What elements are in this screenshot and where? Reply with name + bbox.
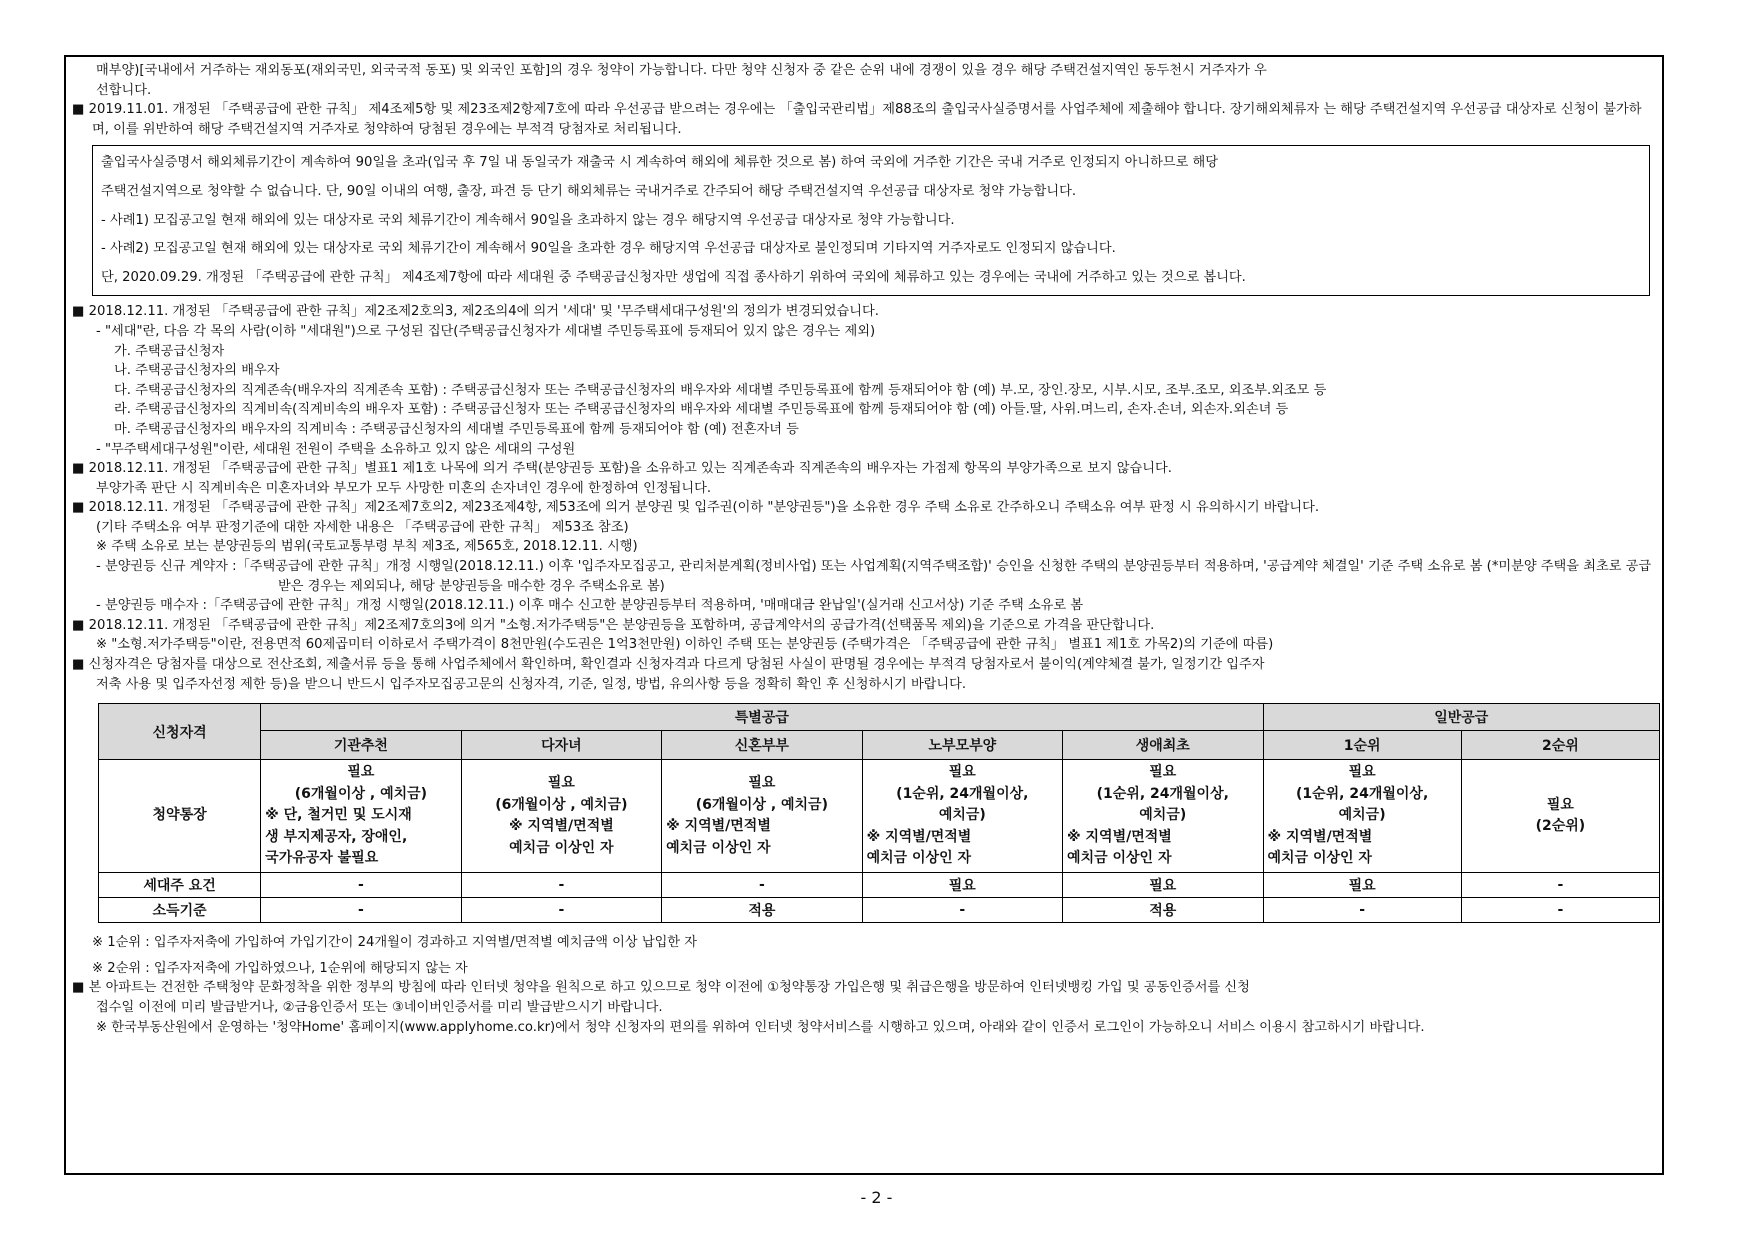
- cell-line: 필요: [347, 764, 375, 781]
- row-label: 청약통장: [99, 760, 261, 873]
- cell-line: ※ 지역별/면적별: [509, 818, 614, 835]
- dependents-line: 부양가족 판단 시 직계비속은 미혼자녀와 부모가 모두 사망한 미혼의 손자녀인 경우에 한정하여 인정됩니다.: [96, 480, 712, 496]
- cell-line: ※ 지역별/면적별: [1067, 828, 1172, 845]
- household-item: 가. 주택공급신청자: [114, 343, 225, 359]
- cell-head: -: [662, 873, 862, 898]
- household-item: 마. 주택공급신청자의 배우자의 직계비속 : 주택공급신청자의 세대별 주민등록표에 함께 등재되어야 함 (예) 전혼자녀 등: [114, 421, 799, 437]
- cell-line: (6개월이상 , 예치금): [695, 796, 828, 813]
- cell-line: 예치금 이상인 자: [1267, 850, 1372, 867]
- cell-head: 필요: [862, 873, 1062, 898]
- verify-section: [72, 655, 1654, 694]
- row-label: 세대주 요건: [99, 873, 261, 898]
- applyhome-note: ※ 한국부동산원에서 운영하는 '청약Home' 홈페이지(www.applyhome.co.kr)에서 청약 신청자의 편의를 위하여 인터넷 청약서비스를 시행하고 있으며, 아래와 같이 인증서 로그인이 가능하오니 서비스 이용시 참고하시기 바랍니다.: [96, 1019, 1425, 1035]
- cell-line: (1순위, 24개월이상,: [896, 785, 1029, 802]
- row-label: 소득기준: [99, 898, 261, 923]
- notes-section: [92, 933, 1654, 978]
- household-item: 다. 주택공급신청자의 직계존속(배우자의 직계존속 포함) : 주택공급신청자 또는 주택공급신청자의 배우자와 세대별 주민등록표에 함께 등재되어야 함 (예) 부.모, 장인.장모, 시부.시모, 조부.조모, 외조부.외조모 등: [114, 382, 1327, 398]
- page-frame: [64, 55, 1664, 1175]
- dependents-section: [72, 459, 1654, 498]
- cell-head: 필요: [1263, 873, 1461, 898]
- notice-2019: [72, 100, 1654, 139]
- cell-line: 생 부지제공자, 장애인,: [265, 828, 408, 845]
- rights-line: ■ 2018.12.11. 개정된 「주택공급에 관한 규칙」제2조제7호의2, 제23조제4항, 제53조에 의거 분양권 및 입주권(이하 "분양권등")을 소유한 경우 주택 소유로 간주하오니 주택소유 여부 판정 시 유의하시기 바랍니다.: [72, 500, 1320, 516]
- small-house-section: [72, 616, 1654, 655]
- intro-line: 매부양)[국내에서 거주하는 재외동포(재외국민, 외국국적 동포) 및 외국인 포함]의 경우 청약이 가능합니다. 다만 청약 신청자 중 같은 순위 내에 경쟁이 있을 경우 해당 주택건설지역인 동두천시 거주자가 우: [96, 63, 1267, 78]
- household-title: ■ 2018.12.11. 개정된 「주택공급에 관한 규칙」제2조제2호의3, 제2조의4에 의거 '세대' 및 '무주택세대구성원'의 정의가 변경되었습니다.: [72, 304, 879, 320]
- cell-line: 필요: [547, 775, 575, 792]
- box-line: 출입국사실증명서 해외체류기간이 계속하여 90일을 초과(입국 후 7일 내 동일국가 재출국 시 계속하여 해외에 체류한 것으로 봄) 하여 국외에 거주한 기간은 국내 거주로 인정되지 아니하므로 해당: [101, 155, 1218, 171]
- cell-income: -: [1461, 898, 1659, 923]
- cell-line: (6개월이상 , 예치금): [495, 796, 628, 813]
- cell-income: 적용: [1063, 898, 1263, 923]
- cell-income: 적용: [662, 898, 862, 923]
- cell-line: 예치금 이상인 자: [509, 839, 614, 856]
- cell-line: 필요: [1546, 796, 1574, 813]
- cell-line: 예치금 이상인 자: [666, 839, 771, 856]
- qualification-table: [98, 703, 1660, 923]
- cell-head: -: [261, 873, 461, 898]
- cell-line: ※ 지역별/면적별: [1267, 828, 1373, 845]
- header-rank2: 2순위: [1461, 731, 1659, 760]
- overseas-stay-box: [92, 145, 1650, 296]
- household-item: 라. 주택공급신청자의 직계비속(직계비속의 배우자 포함) : 주택공급신청자 또는 주택공급신청자의 배우자와 세대별 주민등록표에 함께 등재되어야 함 (예) 아들.딸, 사위.며느리, 손자.손녀, 외손자.외손녀 등: [114, 402, 1289, 418]
- cell-income: -: [862, 898, 1062, 923]
- notice-2019-line: 는 해당 주택건설지역 우선공급 대상자로 신청이 불가하며, 이를 위반하여 해당 주택건설지역 거주자로 청약하여 당첨된 경우에는 부적격 당첨자로 처리됩니다.: [92, 102, 1642, 137]
- cell-line: ※ 단, 철거민 및 도시재: [265, 807, 412, 824]
- box-line: 단, 2020.09.29. 개정된 「주택공급에 관한 규칙」 제4조제7항에 따라 세대원 중 주택공급신청자만 생업에 직접 종사하기 위하여 국외에 체류하고 있는 경우에는 국내에 거주하고 있는 것으로 봅니다.: [101, 269, 1246, 285]
- cell-account: [1063, 760, 1263, 873]
- box-line: - 사례1) 모집공고일 현재 해외에 있는 대상자로 국외 체류기간이 계속해서 90일을 초과하지 않는 경우 해당지역 우선공급 대상자로 청약 가능합니다.: [101, 212, 955, 228]
- cell-income: -: [261, 898, 461, 923]
- table-row: [99, 760, 1660, 873]
- dependents-line: ■ 2018.12.11. 개정된 「주택공급에 관한 규칙」별표1 제1호 나목에 의거 주택(분양권등 포함)을 소유하고 있는 직계존속과 직계존속의 배우자는 가점제 항목의 부양가족으로 보지 않습니다.: [72, 461, 1172, 477]
- cell-line: 예치금 이상인 자: [866, 850, 971, 867]
- internet-line: 접수일 이전에 미리 발급받거나, ②금융인증서 또는 ③네이버인증서를 미리 발급받으시기 바랍니다.: [96, 1000, 663, 1015]
- household-section: [72, 302, 1654, 459]
- rights-line: - 분양권등 신규 계약자 :「주택공급에 관한 규칙」개정 시행일(2018.12.11.) 이후 '입주자모집공고, 관리처분계획(정비사업) 또는 사업계획(지역주택조합)' 승인을 신청한 주택의 분양권등부터 적용하며, '공급계약 체결일' 기준 주택 소유로 봄 (*미분양 주택을 최초로 공급받은 경우는 제외되나, 해당 분양권등을 매수한 경우 주택소유로 봄): [96, 559, 1652, 594]
- cell-account: [662, 760, 862, 873]
- header-general-supply: 일반공급: [1263, 704, 1659, 731]
- cell-head: -: [1461, 873, 1659, 898]
- box-line: - 사례2) 모집공고일 현재 해외에 있는 대상자로 국외 체류기간이 계속해서 90일을 초과한 경우 해당지역 우선공급 대상자로 불인정되며 기타지역 거주자로도 인정되지 않습니다.: [101, 241, 1116, 257]
- cell-line: ※ 지역별/면적별: [866, 828, 972, 845]
- cell-line: 예치금): [938, 807, 986, 824]
- header-institution: 기관추천: [261, 731, 461, 760]
- cell-account: [261, 760, 461, 873]
- header-multi-child: 다자녀: [461, 731, 661, 760]
- header-qualification: 신청자격: [99, 704, 261, 760]
- intro-line: 선합니다.: [96, 82, 152, 98]
- cell-account: [1263, 760, 1461, 873]
- cell-head: -: [461, 873, 661, 898]
- page-number: - 2 -: [860, 1188, 893, 1207]
- header-elderly-parent: 노부모부양: [862, 731, 1062, 760]
- cell-line: (1순위, 24개월이상,: [1295, 785, 1429, 802]
- cell-line: 예치금): [1139, 807, 1187, 824]
- rights-section: [72, 498, 1654, 616]
- box-line: 주택건설지역으로 청약할 수 없습니다. 단, 90일 이내의 여행, 출장, 파견 등 단기 해외체류는 국내거주로 간주되어 해당 주택건설지역 우선공급 대상자로 청약 가능합니다.: [101, 183, 1077, 199]
- cell-account: [1461, 760, 1659, 873]
- cell-line: (2순위): [1535, 818, 1586, 835]
- cell-account: [862, 760, 1062, 873]
- cell-income: -: [461, 898, 661, 923]
- cell-line: 필요: [1149, 764, 1177, 781]
- small-house-line: ■ 2018.12.11. 개정된 「주택공급에 관한 규칙」제2조제7호의3에 의거 "소형.저가주택등"은 분양권등을 포함하며, 공급계약서의 공급가격(선택품목 제외)을 기준으로 가격을 판단합니다.: [72, 617, 1155, 633]
- household-no-house: - "무주택세대구성원"이란, 세대원 전원이 주택을 소유하고 있지 않은 세대의 구성원: [96, 441, 576, 457]
- cell-line: 필요: [748, 775, 776, 792]
- cell-line: ※ 지역별/면적별: [666, 818, 771, 835]
- header-special-supply: 특별공급: [261, 704, 1263, 731]
- cell-line: 필요: [1348, 764, 1376, 781]
- header-newlywed: 신혼부부: [662, 731, 862, 760]
- internet-section: [72, 978, 1654, 1037]
- cell-account: [461, 760, 661, 873]
- rights-line: - 분양권등 매수자 :「주택공급에 관한 규칙」개정 시행일(2018.12.11.) 이후 매수 신고한 분양권등부터 적용하며, '매매대금 완납일'(실거래 신고서상) 기준 주택 소유로 봄: [96, 598, 1084, 614]
- cell-line: (1순위, 24개월이상,: [1096, 785, 1229, 802]
- rights-line: ※ 주택 소유로 보는 분양권등의 범위(국토교통부령 부칙 제3조, 제565호, 2018.12.11. 시행): [96, 539, 638, 555]
- internet-line: ■ 본 아파트는 건전한 주택청약 문화정착을 위한 정부의 방침에 따라 인터넷 청약을 원칙으로 하고 있으므로 청약 이전에 ①청약통장 가입은행 및 취급은행을 방문하여 인터넷뱅킹 가입 및 공동인증서를 신청: [72, 980, 1250, 996]
- cell-income: -: [1263, 898, 1461, 923]
- table-row: [99, 898, 1660, 923]
- household-def: - "세대"란, 다음 각 목의 사람(이하 "세대원")으로 구성된 집단(주택공급신청자가 세대별 주민등록표에 등재되어 있지 않은 경우는 제외): [96, 323, 876, 339]
- cell-line: 예치금): [1338, 807, 1386, 824]
- small-house-line: ※ "소형.저가주택등"이란, 전용면적 60제곱미터 이하로서 주택가격이 8천만원(수도권은 1억3천만원) 이하인 주택 또는 분양권등 (주택가격은 「주택공급에 관한 규칙」 별표1 제1호 가목2)의 기준에 따름): [96, 637, 1274, 653]
- verify-line: ■ 신청자격은 당첨자를 대상으로 전산조회, 제출서류 등을 통해 사업주체에서 확인하며, 확인결과 신청자격과 다르게 당첨된 사실이 판명될 경우에는 부적격 당첨자로서 불이익(계약체결 불가, 일정기간 입주자: [72, 657, 1265, 673]
- verify-line: 저축 사용 및 입주자선정 제한 등)을 받으니 반드시 입주자모집공고문의 신청자격, 기준, 일정, 방법, 유의사항 등을 정확히 확인 후 신청하시기 바랍니다.: [96, 676, 967, 692]
- cell-line: 국가유공자 불필요: [265, 850, 379, 867]
- header-first-time: 생애최초: [1063, 731, 1263, 760]
- household-item: 나. 주택공급신청자의 배우자: [114, 363, 280, 379]
- note-rank1: ※ 1순위 : 입주자저축에 가입하여 가입기간이 24개월이 경과하고 지역별/면적별 예치금액 이상 납입한 자: [92, 935, 697, 951]
- cell-line: (6개월이상 , 예치금): [294, 785, 428, 802]
- table-row: [99, 873, 1660, 898]
- cell-line: 필요: [948, 764, 976, 781]
- header-rank1: 1순위: [1263, 731, 1461, 760]
- cell-head: 필요: [1063, 873, 1263, 898]
- rights-line: (기타 주택소유 여부 판정기준에 대한 자세한 내용은 「주택공급에 관한 규칙」 제53조 참조): [96, 519, 629, 535]
- cell-line: 예치금 이상인 자: [1067, 850, 1172, 867]
- note-rank2: ※ 2순위 : 입주자저축에 가입하였으나, 1순위에 해당되지 않는 자: [92, 960, 468, 976]
- notice-2019-line: ■ 2019.11.01. 개정된 「주택공급에 관한 규칙」 제4조제5항 및 제23조제2항제7호에 따라 우선공급 받으려는 경우에는 「출입국관리법」제88조의 출입국사실증명서를 사업주체에 제출해야 합니다. 장기해외체류자: [72, 102, 1320, 118]
